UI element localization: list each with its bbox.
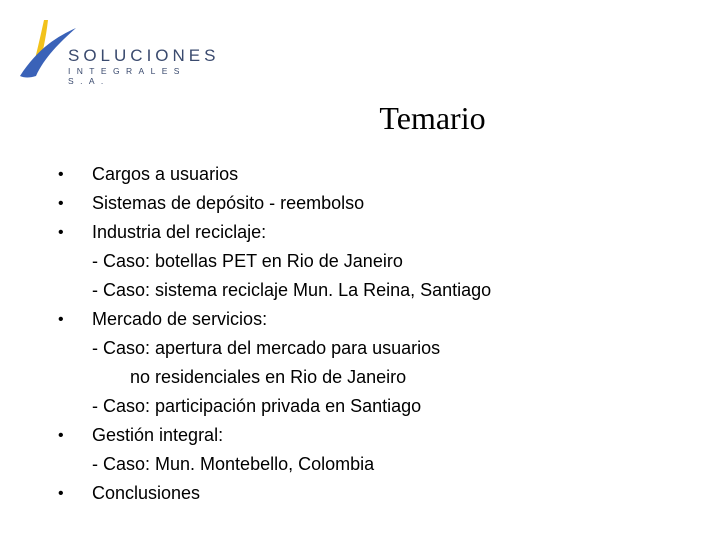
agenda-list: [56, 160, 491, 508]
bullet-marker: •: [58, 195, 64, 212]
list-item-text: - Caso: sistema reciclaje Mun. La Reina, Santiago: [92, 280, 492, 300]
bullet-marker: [56, 334, 92, 363]
list-item-text: Cargos a usuarios: [92, 164, 239, 184]
list-item-text: Industria del reciclaje:: [92, 222, 267, 242]
list-item-text: Gestión integral:: [92, 425, 224, 445]
logo-text-line1: SOLUCIONES: [68, 46, 220, 65]
list-item-text: Sistemas de depósito - reembolso: [92, 193, 365, 213]
list-item: [56, 276, 491, 305]
list-item-text: Mercado de servicios:: [92, 309, 268, 329]
list-item: [56, 160, 491, 189]
bullet-marker: •: [58, 166, 64, 183]
list-item: [56, 421, 491, 450]
list-item-text: no residenciales en Rio de Janeiro: [130, 367, 407, 387]
list-item: [56, 218, 491, 247]
bullet-marker: •: [58, 427, 64, 444]
bullet-marker: [56, 276, 92, 305]
list-item-text: - Caso: botellas PET en Rio de Janeiro: [92, 251, 403, 271]
bullet-marker: [56, 450, 92, 479]
list-item: [56, 334, 491, 363]
list-item-text: - Caso: apertura del mercado para usuarios: [92, 338, 441, 358]
bullet-marker: •: [58, 485, 64, 502]
list-item: [56, 305, 491, 334]
bullet-marker: [56, 392, 92, 421]
list-item-text: - Caso: Mun. Montebello, Colombia: [92, 454, 375, 474]
list-item: [56, 363, 491, 392]
bullet-marker: •: [58, 224, 64, 241]
bullet-marker: [56, 363, 92, 392]
bullet-marker: [56, 247, 92, 276]
list-item-text: - Caso: participación privada en Santiago: [92, 396, 422, 416]
list-item: [56, 247, 491, 276]
list-item: [56, 392, 491, 421]
list-item: [56, 450, 491, 479]
list-item: [56, 189, 491, 218]
company-logo: [18, 18, 220, 86]
list-item-text: Conclusiones: [92, 483, 201, 503]
list-item: [56, 479, 491, 508]
slide-title: Temario: [379, 100, 486, 136]
bullet-marker: •: [58, 311, 64, 328]
logo-text-line2: INTEGRALES S.A.: [68, 66, 186, 86]
